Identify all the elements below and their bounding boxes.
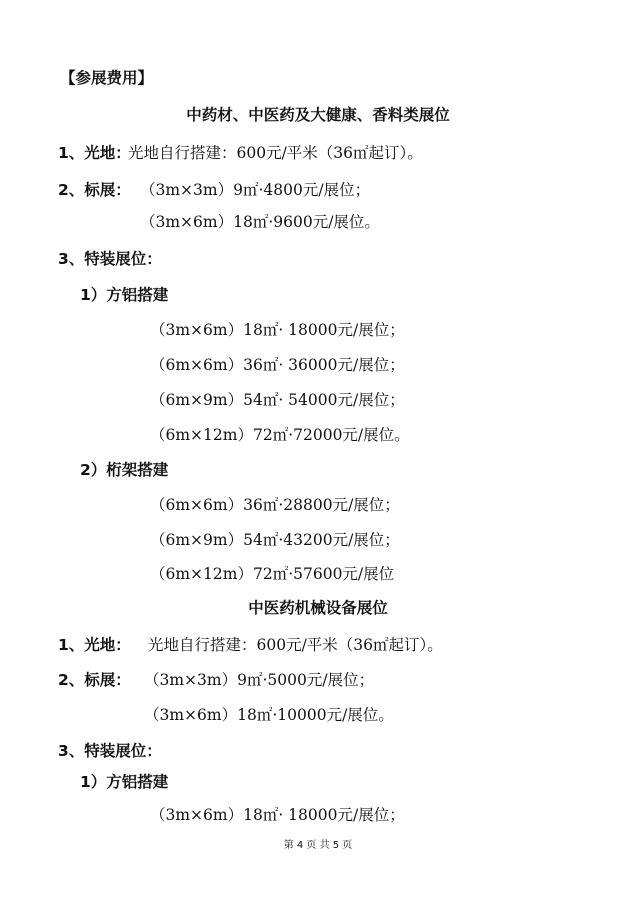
part2-item2-text: （3m×3m）9㎡·5000元/展位； — [144, 671, 375, 689]
part2-item2b-text: （3m×6m）18㎡·10000元/展位。 — [144, 706, 394, 724]
part1-sub1-item: （6m×9m）54㎡· 54000元/展位； — [150, 391, 405, 409]
part1-sub1-item: （6m×6m）36㎡· 36000元/展位； — [150, 356, 405, 374]
part1-item2-label: 2、标展： — [58, 181, 131, 199]
part1-sub1-heading: 1）方铝搭建 — [80, 286, 169, 304]
part2-sub1-heading: 1）方铝搭建 — [80, 773, 169, 791]
part2-sub1-item: （3m×6m）18㎡· 18000元/展位； — [150, 806, 405, 824]
part1-sub2-heading: 2）桁架搭建 — [80, 461, 169, 479]
part2-item2-label: 2、标展： — [58, 671, 131, 689]
part1-item3-label: 3、特装展位： — [58, 250, 162, 268]
section-title: 【参展费用】 — [60, 69, 154, 87]
part2-item1-text: 光地自行搭建：600元/平米（36㎡起订）。 — [148, 636, 443, 654]
part1-heading: 中药材、中医药及大健康、香料类展位 — [186, 106, 450, 124]
part1-item2-text: （3m×3m）9㎡·4800元/展位； — [140, 181, 371, 199]
part1-item1-text: 光地自行搭建：600元/平米（36㎡起订）。 — [128, 144, 423, 162]
part1-sub1-item: （6m×12m）72㎡·72000元/展位。 — [150, 426, 410, 444]
part1-sub1-item: （3m×6m）18㎡· 18000元/展位； — [150, 321, 405, 339]
part1-sub2-item: （6m×12m）72㎡·57600元/展位 — [150, 565, 395, 583]
part2-heading: 中医药机械设备展位 — [248, 599, 388, 617]
part1-item1-label: 1、光地： — [58, 144, 131, 162]
part1-sub2-item: （6m×9m）54㎡·43200元/展位； — [150, 531, 400, 549]
part1-item2b-text: （3m×6m）18㎡·9600元/展位。 — [140, 213, 380, 231]
part1-sub2-item: （6m×6m）36㎡·28800元/展位； — [150, 496, 400, 514]
part2-item1-label: 1、光地： — [58, 636, 131, 654]
part2-item3-label: 3、特装展位： — [58, 742, 162, 760]
page-footer: 第 4 页 共 5 页 — [283, 840, 353, 851]
